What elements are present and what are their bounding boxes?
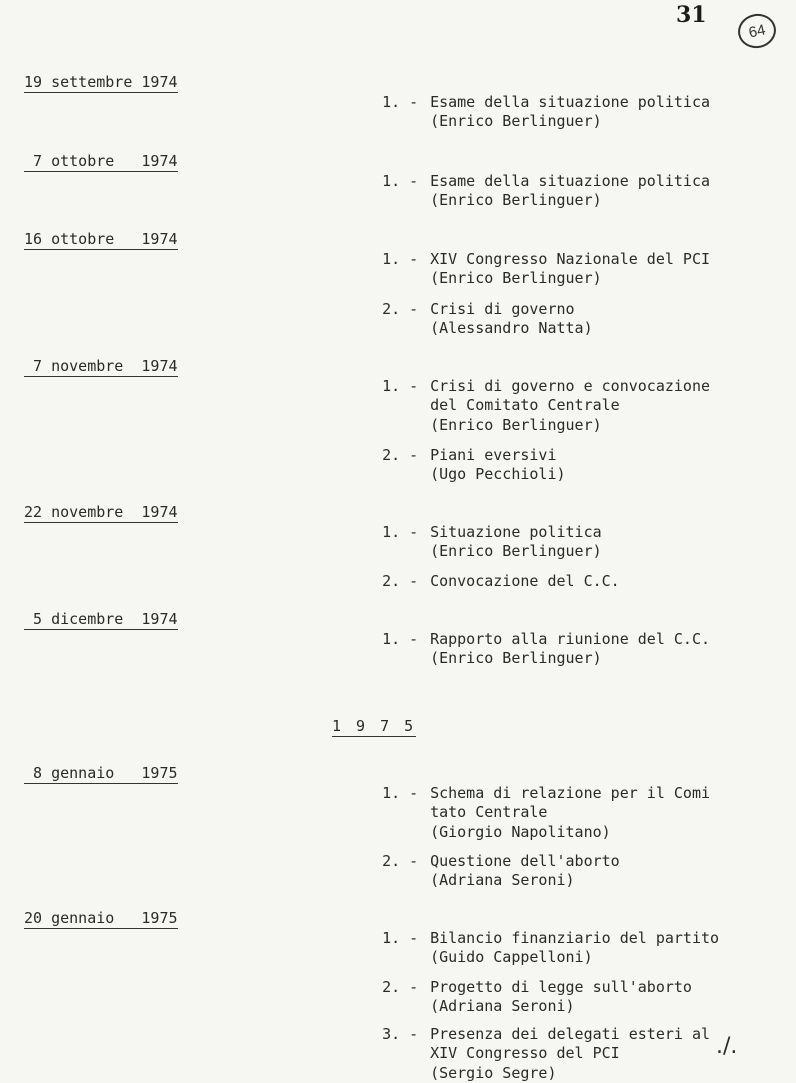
agenda-item (364, 357, 710, 435)
agenda-item (364, 832, 620, 891)
entry-date: 5 dicembre 1974 (24, 611, 178, 630)
agenda-item (364, 1005, 710, 1083)
entry-date: 20 gennaio 1975 (24, 910, 178, 929)
entry-date: 16 ottobre 1974 (24, 231, 178, 250)
item-number: 2. - (382, 852, 430, 872)
item-line: Esame della situazione politica (430, 172, 710, 192)
item-number: 1. - (382, 377, 430, 397)
entry-date: 7 novembre 1974 (24, 358, 178, 377)
agenda-item (364, 280, 593, 339)
item-line: tato Centrale (430, 803, 710, 823)
item-number: 2. - (382, 300, 430, 320)
item-line: Situazione politica (430, 523, 602, 543)
item-line: Questione dell'aborto (430, 852, 620, 872)
continuation-mark: ./. (716, 1034, 737, 1059)
item-line: (Enrico Berlinguer) (430, 112, 710, 132)
item-number: 1. - (382, 784, 430, 804)
item-line: XIV Congresso Nazionale del PCI (430, 250, 710, 270)
agenda-item (364, 610, 710, 669)
item-line: Bilancio finanziario del partito (430, 929, 719, 949)
item-line: (Sergio Segre) (430, 1064, 710, 1083)
archive-stamp: 64 (735, 10, 779, 51)
item-number: 1. - (382, 172, 430, 192)
agenda-item (364, 764, 710, 842)
item-line: (Guido Cappelloni) (430, 948, 719, 968)
agenda-item (364, 152, 710, 211)
item-line: (Enrico Berlinguer) (430, 542, 602, 562)
item-line: Convocazione del C.C. (430, 572, 620, 592)
item-number: 1. - (382, 93, 430, 113)
item-line: Esame della situazione politica (430, 93, 710, 113)
item-line: Presenza dei delegati esteri al (430, 1025, 710, 1045)
entry-date: 7 ottobre 1974 (24, 153, 178, 172)
item-line: (Enrico Berlinguer) (430, 269, 710, 289)
item-number: 3. - (382, 1025, 430, 1045)
item-line: (Enrico Berlinguer) (430, 649, 710, 669)
item-line: Rapporto alla riunione del C.C. (430, 630, 710, 650)
item-line: Crisi di governo e convocazione (430, 377, 710, 397)
item-line: Progetto di legge sull'aborto (430, 978, 692, 998)
year-heading: 1 9 7 5 (332, 717, 416, 737)
item-line: (Giorgio Napolitano) (430, 823, 710, 843)
item-line: (Enrico Berlinguer) (430, 416, 710, 436)
item-number: 2. - (382, 978, 430, 998)
item-line: (Adriana Seroni) (430, 997, 692, 1017)
item-number: 2. - (382, 572, 430, 592)
agenda-item (364, 426, 566, 485)
item-line: Schema di relazione per il Comi (430, 784, 710, 804)
item-line: del Comitato Centrale (430, 396, 710, 416)
item-line: (Ugo Pecchioli) (430, 465, 565, 485)
item-line: Crisi di governo (430, 300, 593, 320)
entry-date: 19 settembre 1974 (24, 74, 178, 93)
agenda-item (364, 552, 620, 591)
entry-date: 22 novembre 1974 (24, 504, 178, 523)
agenda-item (364, 73, 710, 132)
item-number: 2. - (382, 446, 430, 466)
page-number: 31 (676, 2, 707, 28)
item-line: Piani eversivi (430, 446, 565, 466)
item-number: 1. - (382, 250, 430, 270)
item-line: (Alessandro Natta) (430, 319, 593, 339)
item-number: 1. - (382, 523, 430, 543)
item-number: 1. - (382, 929, 430, 949)
item-line: (Enrico Berlinguer) (430, 191, 710, 211)
item-line: XIV Congresso del PCI (430, 1044, 710, 1064)
item-line: (Adriana Seroni) (430, 871, 620, 891)
item-number: 1. - (382, 630, 430, 650)
entry-date: 8 gennaio 1975 (24, 765, 178, 784)
